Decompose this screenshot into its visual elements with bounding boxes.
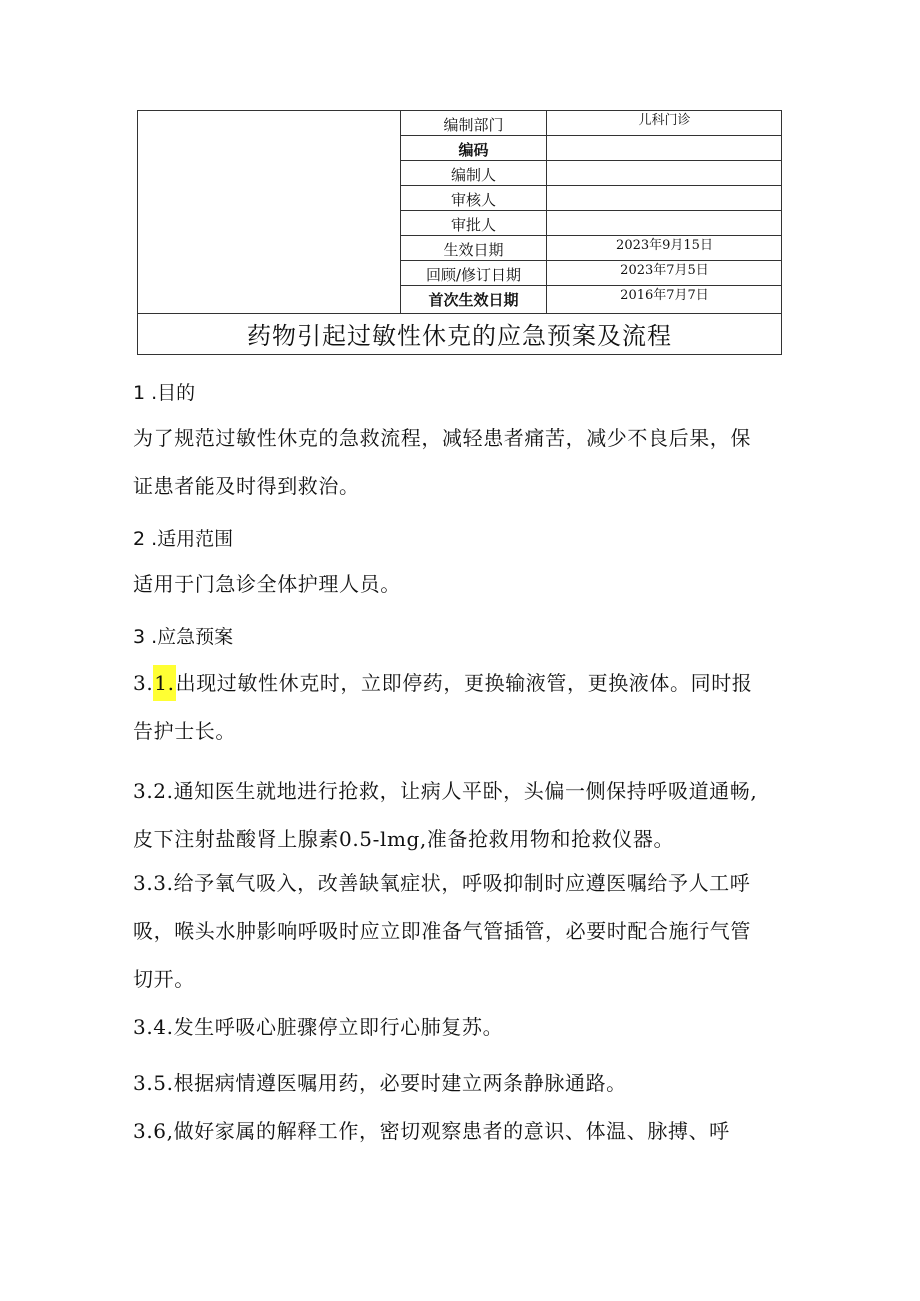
section-1-text-line2: 证患者能及时得到救治。	[133, 474, 360, 498]
row-review-date	[401, 261, 782, 286]
value-reviewer	[547, 186, 782, 210]
label-review-date: 回顾/修订日期	[401, 261, 547, 285]
section-2-text: 适用于门急诊全体护理人员。	[133, 572, 401, 596]
label-approver: 审批人	[401, 211, 547, 235]
label-author: 编制人	[401, 161, 547, 185]
value-department: 儿科门诊	[638, 113, 691, 128]
value-effective-date: 2023年9月15日	[616, 238, 713, 253]
row-approver	[401, 211, 782, 236]
section-3-item-1-line2: 告护士长。	[133, 719, 236, 743]
row-code	[401, 136, 782, 161]
logo-cell	[138, 111, 401, 313]
section-3-item-6: 3.6,做好家属的解释工作，密切观察患者的意识、体温、脉搏、呼	[133, 1119, 730, 1143]
value-first-effective-date: 2016年7月7日	[620, 288, 709, 303]
document-title: 药物引起过敏性休克的应急预案及流程	[138, 313, 781, 354]
value-code	[547, 136, 782, 160]
section-3-item-1-line1	[133, 661, 793, 706]
row-author	[401, 161, 782, 186]
label-department: 编制部门	[401, 111, 547, 135]
row-department	[401, 111, 782, 136]
value-review-date: 2023年7月5日	[620, 263, 709, 278]
highlighted-number: 1.	[153, 665, 175, 701]
header-table	[137, 110, 782, 355]
section-3-item-2-line2: 皮下注射盐酸肾上腺素0.5-lmg,准备抢救用物和抢救仪器。	[133, 827, 675, 851]
label-code: 编码	[401, 136, 547, 160]
section-3-item-3-line3: 切开。	[133, 967, 195, 991]
section-3-item-3-line1: 3.3.给予氧气吸入，改善缺氧症状，呼吸抑制时应遵医嘱给予人工呼	[133, 871, 751, 895]
row-effective-date	[401, 236, 782, 261]
section-3-item-4: 3.4.发生呼吸心脏骤停立即行心肺复苏。	[133, 1015, 504, 1039]
label-effective-date: 生效日期	[401, 236, 547, 260]
value-approver	[547, 211, 782, 235]
section-3-item-2-line1: 3.2.通知医生就地进行抢救，让病人平卧，头偏一侧保持呼吸道通畅,	[133, 779, 758, 803]
section-2-heading: 2 .适用范围	[133, 528, 234, 550]
row-first-effective-date	[401, 286, 782, 313]
section-3-heading: 3 .应急预案	[133, 626, 234, 648]
label-first-effective-date: 首次生效日期	[401, 286, 547, 313]
section-1-text-line1: 为了规范过敏性休克的急救流程，减轻患者痛苦，减少不良后果，保	[133, 426, 751, 450]
label-reviewer: 审核人	[401, 186, 547, 210]
item-1-prefix: 3.	[133, 671, 154, 695]
section-3-item-5: 3.5.根据病情遵医嘱用药，必要时建立两条静脉通路。	[133, 1071, 627, 1095]
value-author	[547, 161, 782, 185]
header-rows	[401, 111, 782, 313]
section-1-heading: 1 .目的	[133, 382, 196, 404]
row-reviewer	[401, 186, 782, 211]
section-3-item-3-line2: 吸，喉头水肿影响呼吸时应立即准备气管插管，必要时配合施行气管	[133, 919, 751, 943]
item-1-text: 出现过敏性休克时，立即停药，更换输液管，更换液体。同时报	[175, 671, 753, 695]
